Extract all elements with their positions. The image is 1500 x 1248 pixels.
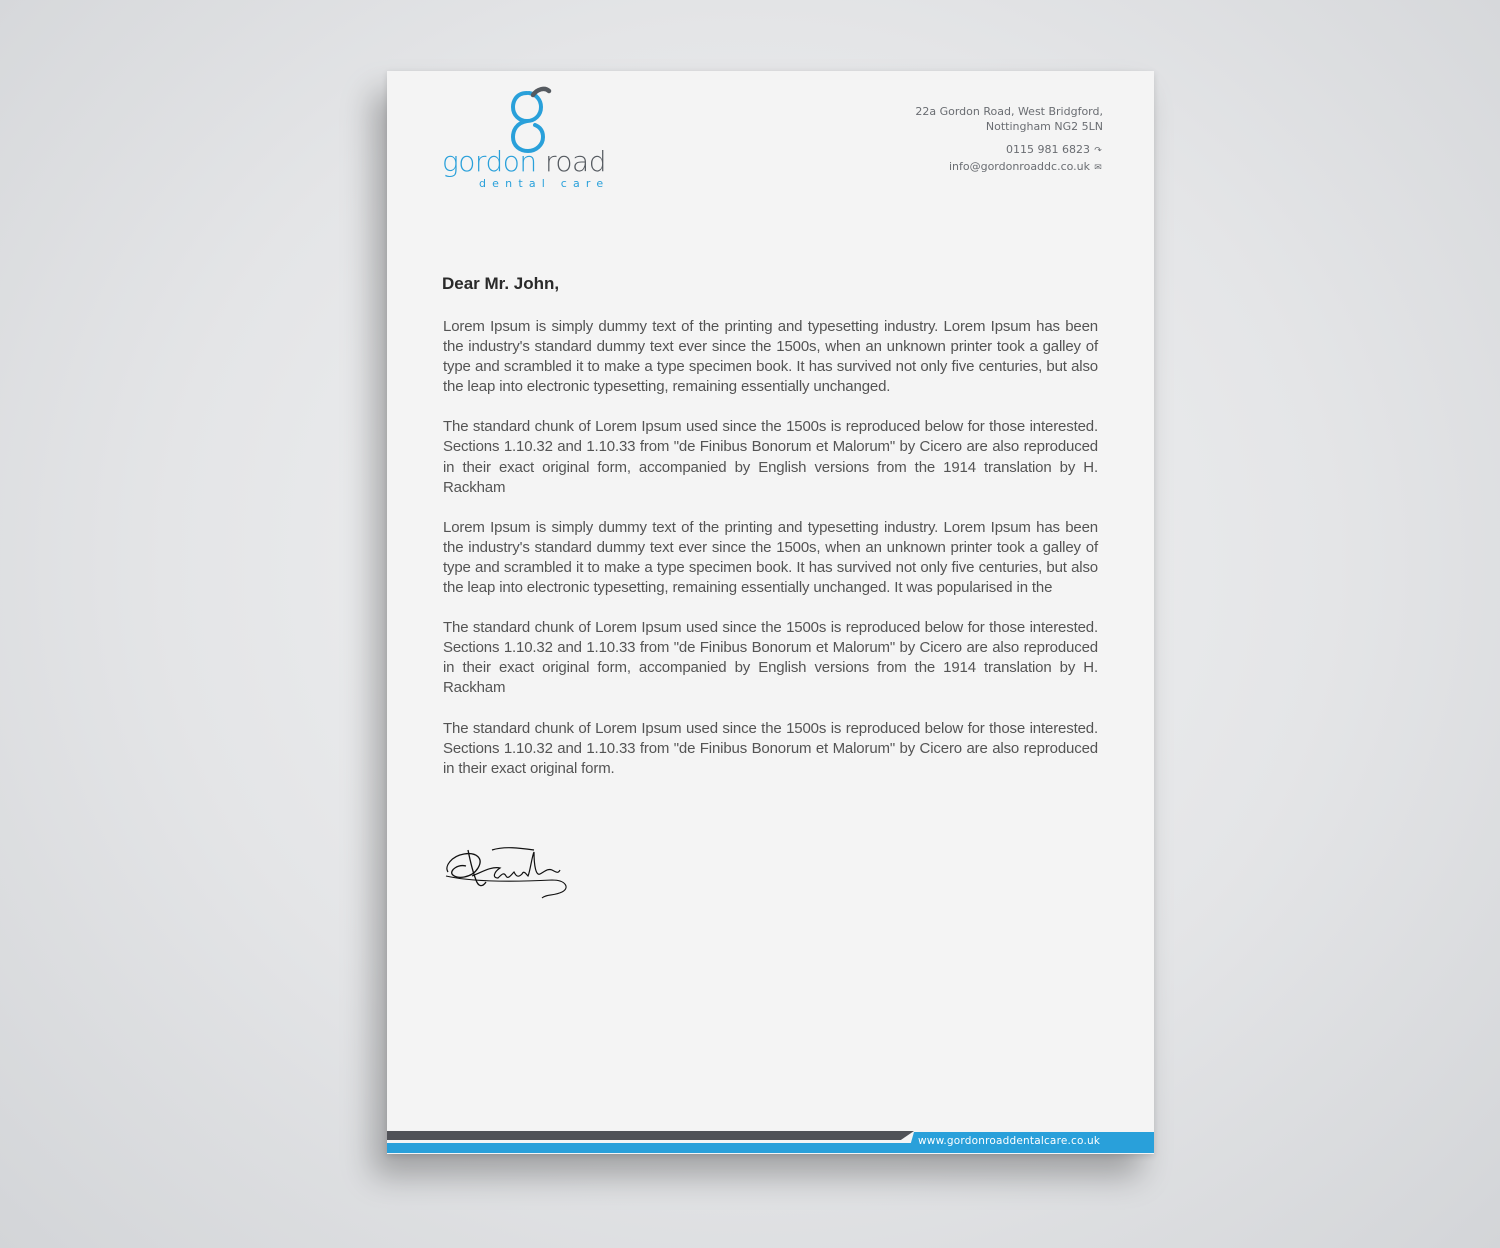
brand-name-part2: road bbox=[545, 145, 606, 178]
salutation: Dear Mr. John, bbox=[442, 274, 560, 293]
paragraph: The standard chunk of Lorem Ipsum used since the 1500s is reproduced below for those interested. Sections 1.10.32 and 1.10.33 from "de Finibus Bonorum et Malorum" by Cicero are also reproduced in their exact original form, accompanied by English versions from the 1914 translation by H. Rackham bbox=[443, 418, 1098, 496]
email-row bbox=[915, 159, 1103, 176]
paragraph: The standard chunk of Lorem Ipsum used since the 1500s is reproduced below for those interested. Sections 1.10.32 and 1.10.33 from "de Finibus Bonorum et Malorum" by Cicero are also reproduced in their exact original form, accompanied by English versions from the 1914 translation by H. Rackham bbox=[443, 619, 1098, 697]
phone-number: 0115 981 6823 bbox=[1006, 143, 1090, 156]
footer-blue-bar bbox=[387, 1143, 914, 1153]
letterhead-sheet bbox=[387, 71, 1154, 1154]
paragraph: Lorem Ipsum is simply dummy text of the printing and typesetting industry. Lorem Ipsum has been the industry's standard dummy text ever since the 1500s, when an unknown printer took a galley of type and scrambled it to make a type specimen book. It has survived not only five centuries, but also the leap into electronic typesetting, remaining essentially unchanged. It was popularised in the bbox=[443, 518, 1098, 597]
brand-wordmark bbox=[442, 147, 606, 177]
contact-block bbox=[915, 104, 1103, 176]
paragraph: Lorem Ipsum is simply dummy text of the printing and typesetting industry. Lorem Ipsum has been the industry's standard dummy text ever since the 1500s, when an unknown printer took a galley of type and scrambled it to make a type specimen book. It has survived not only five centuries, but also the leap into electronic typesetting, remaining essentially unchanged. bbox=[443, 318, 1098, 396]
email-address[interactable]: info@gordonroaddc.co.uk bbox=[948, 160, 1090, 173]
footer-grey-bar bbox=[387, 1131, 914, 1140]
address-line1: 22a Gordon Road, West Bridgford, bbox=[915, 105, 1103, 118]
phone-icon: ↷ bbox=[1094, 146, 1102, 156]
brand-name-part1: gordon bbox=[442, 145, 537, 178]
mail-icon: ✉ bbox=[1094, 163, 1102, 173]
brand-tagline: dental care bbox=[479, 177, 610, 190]
phone-row bbox=[915, 142, 1103, 159]
paragraph: The standard chunk of Lorem Ipsum used since the 1500s is reproduced below for those interested. Sections 1.10.32 and 1.10.33 from "de Finibus Bonorum et Malorum" by Cicero are also reproduced in their exact original form. bbox=[443, 719, 1098, 777]
website-link[interactable]: www.gordonroaddentalcare.co.uk bbox=[918, 1135, 1101, 1147]
letter-body bbox=[443, 317, 1098, 799]
address-line2: Nottingham NG2 5LN bbox=[985, 120, 1103, 133]
signature bbox=[442, 836, 572, 906]
